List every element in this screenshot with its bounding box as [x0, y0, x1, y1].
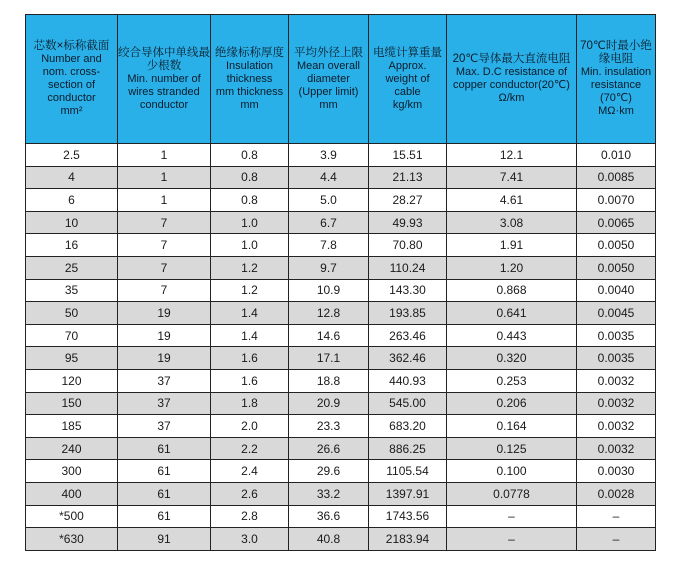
cell-dc-resistance: 0.0778 [447, 482, 577, 505]
cell-dc-resistance: – [447, 528, 577, 551]
cell-dc-resistance: 0.253 [447, 369, 577, 392]
cell-conductor-size: 25 [26, 256, 118, 279]
cell-dc-resistance: 7.41 [447, 166, 577, 189]
cell-dc-resistance: – [447, 505, 577, 528]
cell-min-wire-count: 7 [118, 279, 211, 302]
table-row [26, 211, 656, 234]
cell-insulation-thickness: 2.8 [211, 505, 289, 528]
cell-mean-diameter: 5.0 [289, 189, 369, 212]
cell-min-wire-count: 7 [118, 211, 211, 234]
cell-cable-weight: 143.30 [369, 279, 447, 302]
cell-mean-diameter: 40.8 [289, 528, 369, 551]
cell-insulation-resistance: 0.0050 [577, 256, 656, 279]
cell-cable-weight: 545.00 [369, 392, 447, 415]
cell-insulation-thickness: 1.2 [211, 256, 289, 279]
cell-insulation-resistance: – [577, 528, 656, 551]
cell-conductor-size: 50 [26, 302, 118, 325]
cell-dc-resistance: 0.320 [447, 347, 577, 370]
cell-cable-weight: 362.46 [369, 347, 447, 370]
cell-insulation-resistance: 0.0032 [577, 369, 656, 392]
cell-insulation-resistance: 0.0032 [577, 415, 656, 438]
cell-insulation-resistance: 0.0070 [577, 189, 656, 212]
cell-cable-weight: 21.13 [369, 166, 447, 189]
cell-insulation-resistance: 0.0028 [577, 482, 656, 505]
header-en-label: wires stranded [128, 85, 200, 98]
cell-min-wire-count: 37 [118, 415, 211, 438]
cell-mean-diameter: 7.8 [289, 234, 369, 257]
header-mean-diameter [289, 15, 369, 144]
header-cable-weight [369, 15, 447, 144]
cell-cable-weight: 263.46 [369, 324, 447, 347]
header-en-label: (70℃) [600, 92, 632, 104]
cell-dc-resistance: 0.206 [447, 392, 577, 415]
cell-mean-diameter: 12.8 [289, 302, 369, 325]
header-en-label: Ω/km [498, 92, 525, 104]
cell-min-wire-count: 19 [118, 347, 211, 370]
cell-min-wire-count: 61 [118, 505, 211, 528]
cell-cable-weight: 440.93 [369, 369, 447, 392]
cell-insulation-resistance: 0.0050 [577, 234, 656, 257]
cell-insulation-thickness: 1.0 [211, 211, 289, 234]
header-en-label: Approx. [388, 59, 427, 72]
header-cn-label: 平均外径上限 [294, 46, 363, 59]
cell-cable-weight: 15.51 [369, 144, 447, 167]
cell-insulation-thickness: 2.4 [211, 460, 289, 483]
header-cn-label: 电缆计算重量 [373, 46, 442, 59]
table-row [26, 256, 656, 279]
cell-dc-resistance: 0.443 [447, 324, 577, 347]
cell-cable-weight: 49.93 [369, 211, 447, 234]
cell-mean-diameter: 26.6 [289, 437, 369, 460]
cell-dc-resistance: 0.868 [447, 279, 577, 302]
header-cn-label: 绝缘标称厚度 [215, 46, 284, 59]
cell-mean-diameter: 29.6 [289, 460, 369, 483]
header-en-label: weight of [385, 72, 430, 85]
header-en-label: diameter [307, 72, 350, 85]
cell-min-wire-count: 7 [118, 234, 211, 257]
cell-dc-resistance: 3.08 [447, 211, 577, 234]
cell-insulation-resistance: – [577, 505, 656, 528]
cell-conductor-size: *500 [26, 505, 118, 528]
cable-spec-table-container [25, 14, 655, 552]
cell-insulation-resistance: 0.0035 [577, 324, 656, 347]
header-en-label: MΩ·km [598, 105, 634, 117]
cell-min-wire-count: 1 [118, 166, 211, 189]
header-en-label: copper conductor(20℃) [453, 79, 570, 91]
cell-mean-diameter: 3.9 [289, 144, 369, 167]
table-row [26, 189, 656, 212]
cell-insulation-thickness: 0.8 [211, 144, 289, 167]
cell-insulation-thickness: 2.2 [211, 437, 289, 460]
cell-insulation-resistance: 0.0065 [577, 211, 656, 234]
cell-min-wire-count: 61 [118, 437, 211, 460]
cell-mean-diameter: 10.9 [289, 279, 369, 302]
header-insulation-thickness [211, 15, 289, 144]
cell-insulation-thickness: 1.4 [211, 324, 289, 347]
cell-insulation-thickness: 0.8 [211, 189, 289, 212]
header-insulation-resistance [577, 15, 656, 144]
cell-mean-diameter: 23.3 [289, 415, 369, 438]
header-cn-label: 绞合导体中单线最少根数 [118, 46, 210, 72]
cell-cable-weight: 683.20 [369, 415, 447, 438]
cell-cable-weight: 2183.94 [369, 528, 447, 551]
table-row [26, 460, 656, 483]
cell-cable-weight: 70.80 [369, 234, 447, 257]
cell-conductor-size: 95 [26, 347, 118, 370]
cell-dc-resistance: 0.100 [447, 460, 577, 483]
cell-insulation-thickness: 1.6 [211, 369, 289, 392]
table-row [26, 415, 656, 438]
cell-cable-weight: 193.85 [369, 302, 447, 325]
table-row [26, 505, 656, 528]
header-en-label: mm [319, 98, 338, 111]
header-cn-label: 70℃时最小绝缘电阻 [580, 40, 652, 65]
header-en-label: Min. insulation [580, 66, 652, 78]
cell-mean-diameter: 18.8 [289, 369, 369, 392]
header-en-label: (Upper limit) [298, 85, 359, 98]
table-row [26, 347, 656, 370]
cell-dc-resistance: 0.164 [447, 415, 577, 438]
cable-spec-table [25, 14, 656, 551]
table-row [26, 279, 656, 302]
cell-mean-diameter: 17.1 [289, 347, 369, 370]
cell-cable-weight: 1105.54 [369, 460, 447, 483]
cell-insulation-thickness: 0.8 [211, 166, 289, 189]
cell-min-wire-count: 37 [118, 369, 211, 392]
table-row [26, 234, 656, 257]
cell-insulation-thickness: 1.8 [211, 392, 289, 415]
header-cn-label: 20℃导体最大直流电阻 [452, 53, 571, 65]
cell-mean-diameter: 4.4 [289, 166, 369, 189]
cell-insulation-resistance: 0.0032 [577, 437, 656, 460]
header-en-label: nom. cross- [42, 66, 101, 78]
cell-insulation-thickness: 3.0 [211, 528, 289, 551]
header-en-label: conductor [139, 98, 189, 111]
cell-insulation-thickness: 1.0 [211, 234, 289, 257]
cell-dc-resistance: 0.125 [447, 437, 577, 460]
table-row [26, 482, 656, 505]
table-body [26, 144, 656, 551]
cell-min-wire-count: 7 [118, 256, 211, 279]
header-en-label: Insulation [225, 59, 274, 72]
cell-cable-weight: 110.24 [369, 256, 447, 279]
cell-min-wire-count: 61 [118, 460, 211, 483]
table-row [26, 324, 656, 347]
cell-insulation-thickness: 1.2 [211, 279, 289, 302]
header-dc-resistance [447, 15, 577, 144]
cell-min-wire-count: 1 [118, 144, 211, 167]
header-en-label: Max. D.C resistance of [455, 66, 568, 78]
cell-conductor-size: 70 [26, 324, 118, 347]
cell-conductor-size: 2.5 [26, 144, 118, 167]
cell-min-wire-count: 61 [118, 482, 211, 505]
header-min-wire-count [118, 15, 211, 144]
cell-min-wire-count: 91 [118, 528, 211, 551]
cell-insulation-resistance: 0.0032 [577, 392, 656, 415]
cell-conductor-size: 35 [26, 279, 118, 302]
cell-conductor-size: 6 [26, 189, 118, 212]
cell-mean-diameter: 9.7 [289, 256, 369, 279]
table-header [26, 15, 656, 144]
cell-dc-resistance: 12.1 [447, 144, 577, 167]
cell-min-wire-count: 19 [118, 302, 211, 325]
cell-insulation-thickness: 1.6 [211, 347, 289, 370]
table-row [26, 166, 656, 189]
table-row [26, 437, 656, 460]
cell-conductor-size: 4 [26, 166, 118, 189]
cell-mean-diameter: 14.6 [289, 324, 369, 347]
cell-insulation-thickness: 2.0 [211, 415, 289, 438]
cell-conductor-size: 150 [26, 392, 118, 415]
cell-cable-weight: 886.25 [369, 437, 447, 460]
cell-dc-resistance: 1.91 [447, 234, 577, 257]
cell-dc-resistance: 0.641 [447, 302, 577, 325]
cell-conductor-size: 400 [26, 482, 118, 505]
cell-insulation-resistance: 0.0085 [577, 166, 656, 189]
cell-cable-weight: 28.27 [369, 189, 447, 212]
cell-cable-weight: 1397.91 [369, 482, 447, 505]
cell-min-wire-count: 37 [118, 392, 211, 415]
cell-mean-diameter: 6.7 [289, 211, 369, 234]
cell-conductor-size: 240 [26, 437, 118, 460]
cell-mean-diameter: 20.9 [289, 392, 369, 415]
cell-insulation-resistance: 0.0045 [577, 302, 656, 325]
header-en-label: Number and [41, 53, 102, 65]
cell-insulation-thickness: 2.6 [211, 482, 289, 505]
table-row [26, 528, 656, 551]
cell-min-wire-count: 19 [118, 324, 211, 347]
table-row [26, 302, 656, 325]
cell-cable-weight: 1743.56 [369, 505, 447, 528]
cell-dc-resistance: 4.61 [447, 189, 577, 212]
cell-insulation-resistance: 0.010 [577, 144, 656, 167]
header-en-label: conductor [47, 92, 96, 104]
cell-conductor-size: 300 [26, 460, 118, 483]
header-en-label: Mean overall [297, 59, 360, 72]
cell-insulation-resistance: 0.0040 [577, 279, 656, 302]
header-en-label: thickness [226, 72, 273, 85]
header-en-label: cable [394, 85, 421, 98]
cell-conductor-size: 16 [26, 234, 118, 257]
header-en-label: mm [240, 98, 259, 111]
cell-insulation-resistance: 0.0030 [577, 460, 656, 483]
cell-min-wire-count: 1 [118, 189, 211, 212]
header-en-label: kg/km [392, 98, 423, 111]
table-row [26, 369, 656, 392]
cell-conductor-size: 10 [26, 211, 118, 234]
cell-dc-resistance: 1.20 [447, 256, 577, 279]
cell-mean-diameter: 33.2 [289, 482, 369, 505]
header-en-label: section of [47, 79, 96, 91]
cell-insulation-thickness: 1.4 [211, 302, 289, 325]
cell-conductor-size: *630 [26, 528, 118, 551]
header-en-label: Min. number of [127, 72, 201, 85]
header-en-label: resistance [590, 79, 642, 91]
cell-insulation-resistance: 0.0035 [577, 347, 656, 370]
header-cn-label: 芯数×标称截面 [33, 40, 110, 52]
header-en-label: mm thickness [215, 85, 284, 98]
header-conductor-size [26, 15, 118, 144]
cell-conductor-size: 185 [26, 415, 118, 438]
table-row [26, 144, 656, 167]
table-row [26, 392, 656, 415]
cell-conductor-size: 120 [26, 369, 118, 392]
cell-mean-diameter: 36.6 [289, 505, 369, 528]
header-row [26, 15, 656, 144]
header-en-label: mm² [60, 105, 83, 117]
